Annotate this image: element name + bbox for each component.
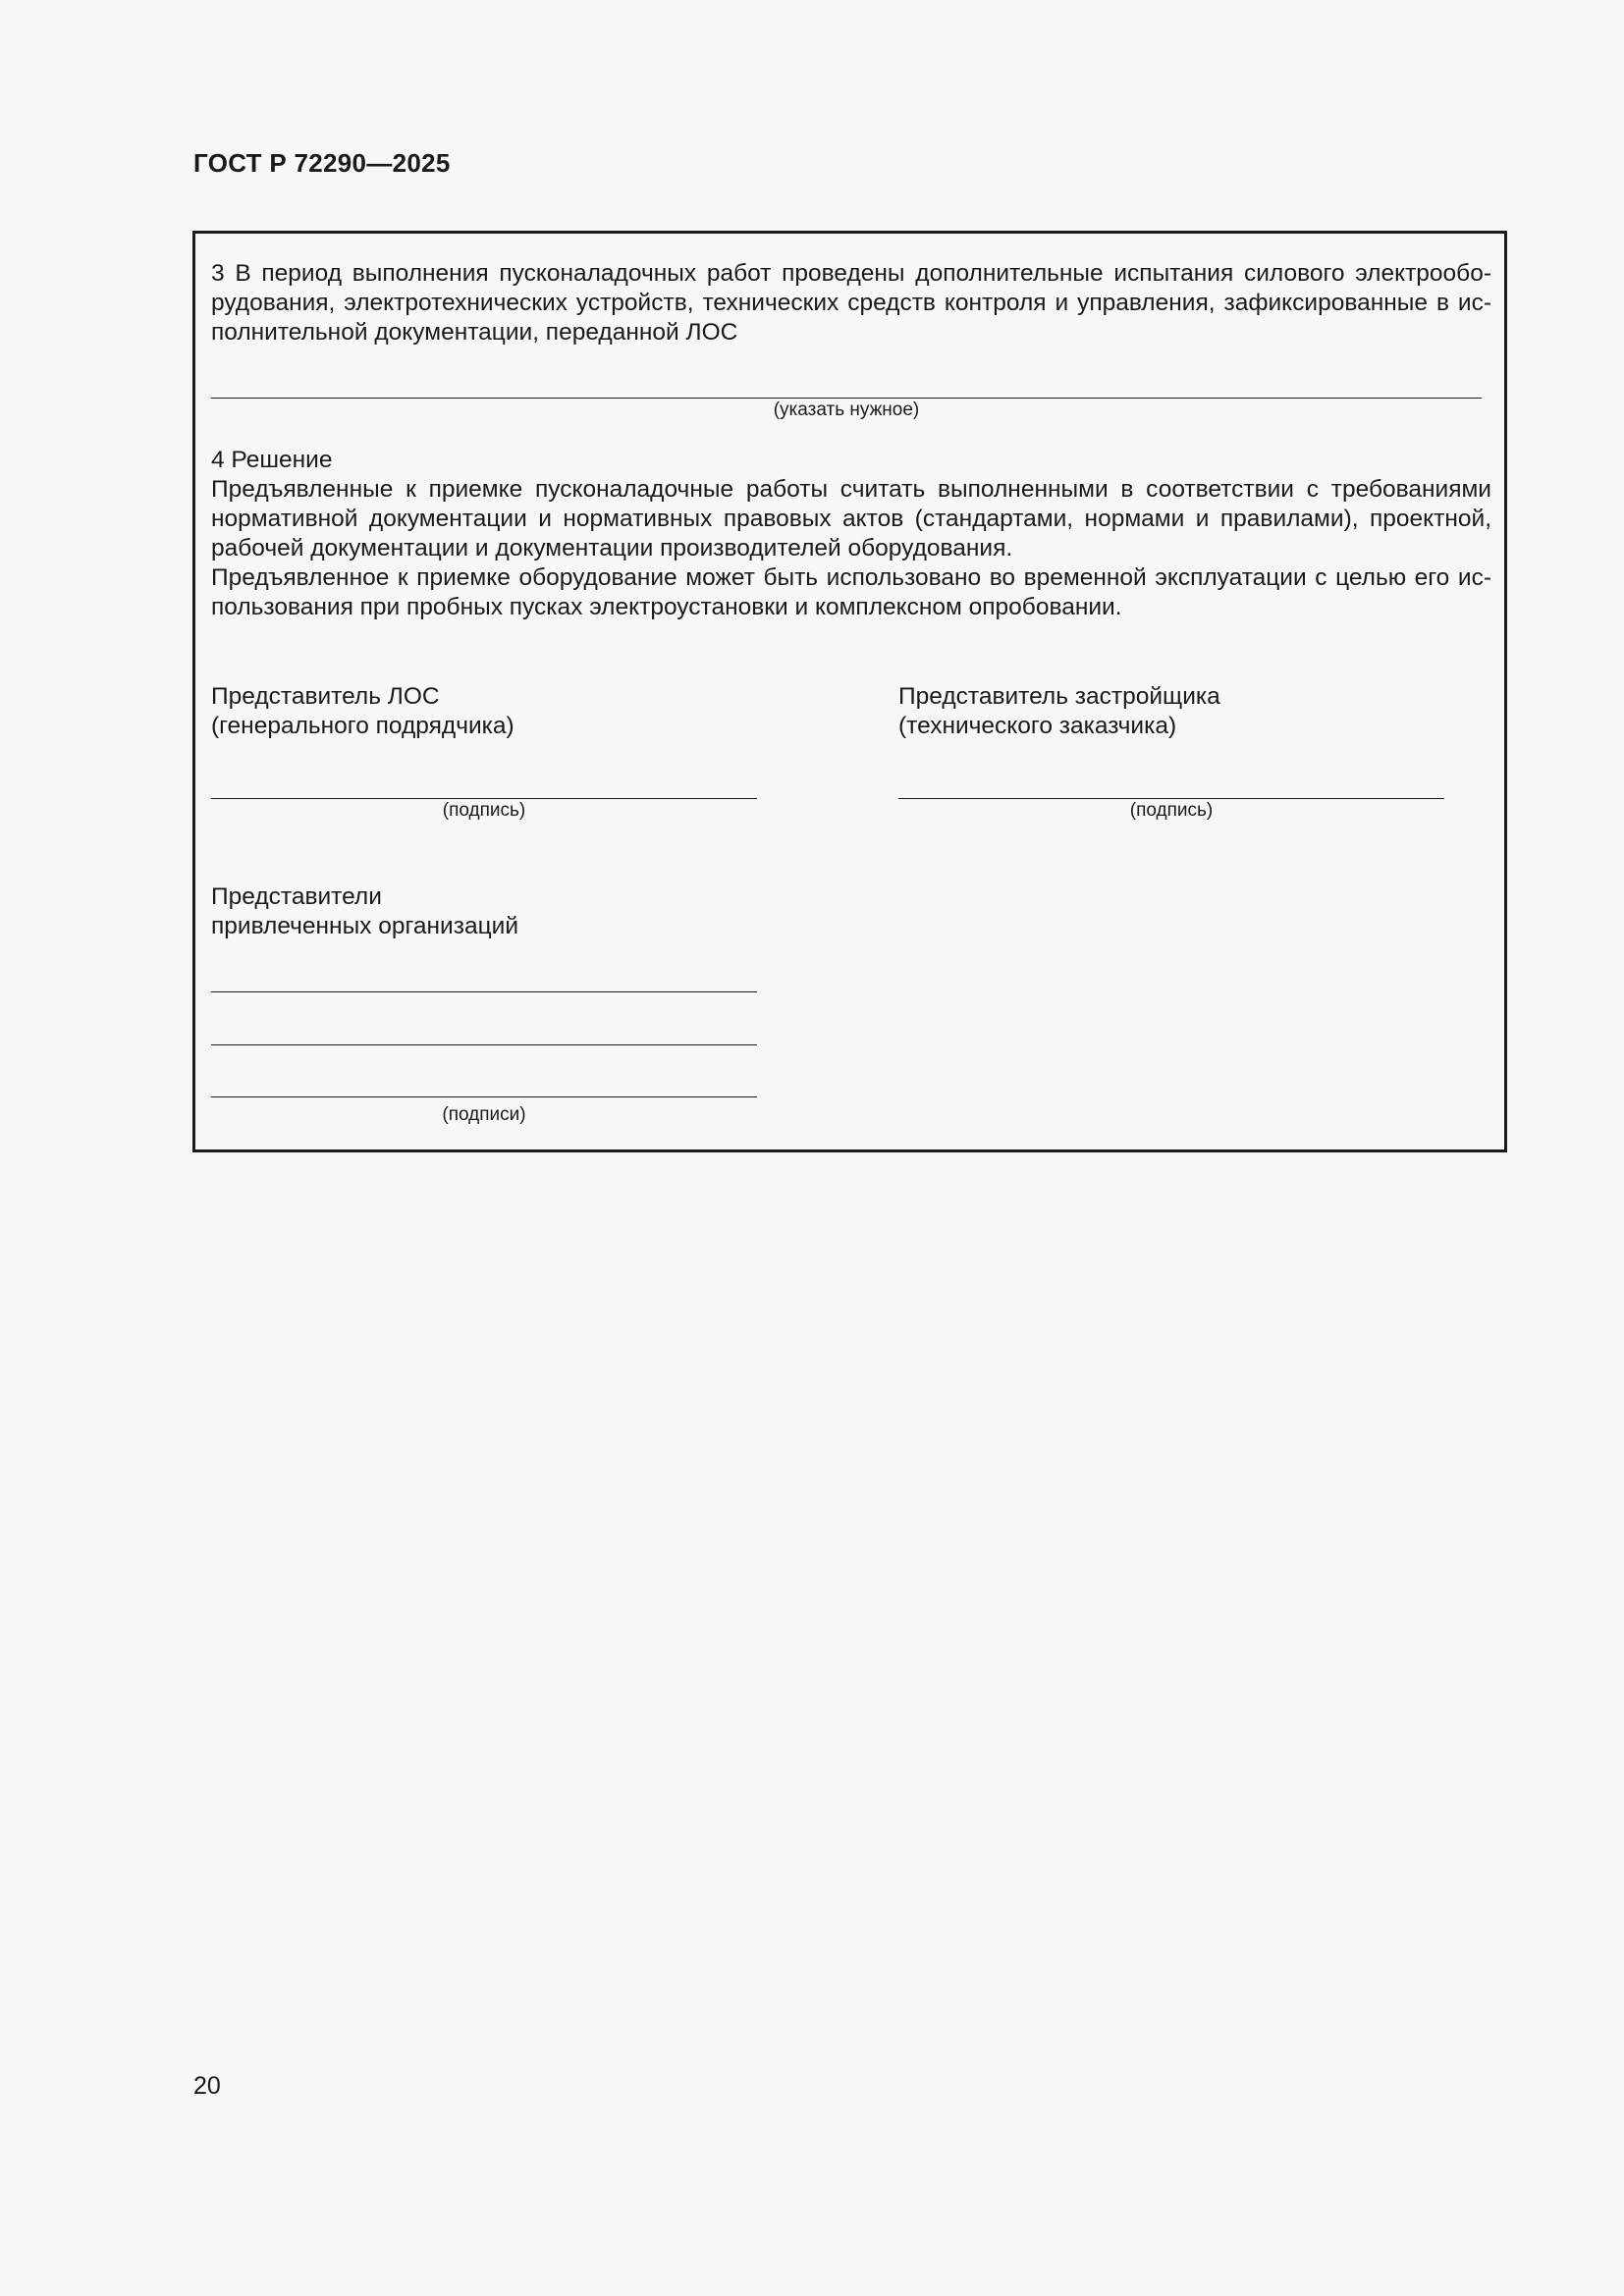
section-4-title: 4 Решение — [211, 447, 333, 473]
document-code: ГОСТ Р 72290—2025 — [193, 148, 451, 178]
section-3-line: 3 В период выполнения пусконаладочных работ проведены дополнительные испытания силового электрообо- — [211, 260, 1491, 287]
contractor-rep-sublabel: (генерального подрядчика) — [211, 713, 514, 739]
developer-signature-line[interactable] — [898, 798, 1444, 799]
specify-hint: (указать нужное) — [773, 400, 920, 420]
specify-fill-line[interactable] — [211, 398, 1482, 399]
section-4-line: нормативной документации и нормативных правовых актов (стандартами, нормами и правилами), проектной, — [211, 506, 1491, 532]
act-form-frame — [192, 231, 1507, 1152]
developer-rep-label: Представитель застройщика — [898, 683, 1220, 710]
page-number: 20 — [193, 2072, 221, 2100]
contractor-rep-label: Представитель ЛОС — [211, 683, 440, 710]
contractor-signature-hint: (подпись) — [442, 800, 526, 821]
section-3-line: полнительной документации, переданной ЛОС — [211, 319, 738, 346]
section-3-text — [211, 259, 1491, 347]
section-4-line: Предъявленные к приемке пусконаладочные работы считать выполненными в соответствии с требованиями — [211, 476, 1491, 503]
section-4-line: пользования при пробных пусках электроустановки и комплексном опробовании. — [211, 594, 1122, 620]
section-4-text — [211, 446, 1491, 622]
involved-orgs-sublabel: привлеченных организаций — [211, 913, 519, 939]
involved-signature-line[interactable] — [211, 1044, 757, 1045]
developer-signature-hint: (подпись) — [1129, 800, 1214, 821]
section-4-line: рабочей документации и документации производителей оборудования. — [211, 535, 1013, 561]
involved-signature-line[interactable] — [211, 991, 757, 992]
contractor-signature-line[interactable] — [211, 798, 757, 799]
section-3-line: рудования, электротехнических устройств, технических средств контроля и управления, зафиксированные в ис- — [211, 290, 1491, 316]
developer-rep-sublabel: (технического заказчика) — [898, 713, 1177, 739]
section-4-line: Предъявленное к приемке оборудование может быть использовано во временной эксплуатации с целью его ис- — [211, 564, 1491, 591]
involved-signature-hint: (подписи) — [442, 1104, 526, 1125]
involved-orgs-label: Представители — [211, 883, 382, 910]
involved-signature-line[interactable] — [211, 1096, 757, 1097]
